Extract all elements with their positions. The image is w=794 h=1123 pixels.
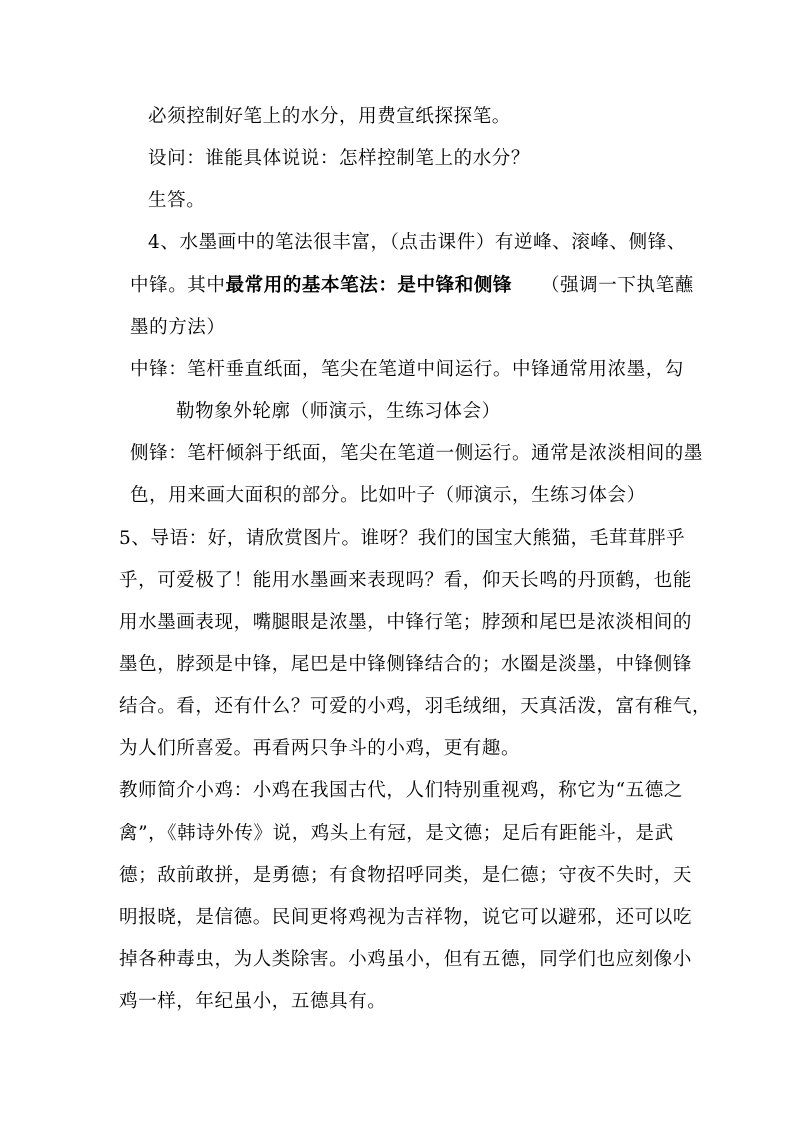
- text-line: 5、导语：好，请欣赏图片。谁呀？我们的国宝大熊猫，毛茸茸胖乎: [119, 528, 686, 549]
- text-line: 色，用来画大面积的部分。比如叶子（师演示，生练习体会）: [130, 485, 646, 506]
- text-line: 用水墨画表现，嘴腿眼是浓墨，中锋行笔；脖颈和尾巴是浓淡相间的: [119, 612, 693, 633]
- text-line: 设问：谁能具体说说：怎样控制笔上的水分？: [148, 148, 531, 169]
- text-line: 结合。看，还有什么？可爱的小鸡，羽毛绒细，天真活泼，富有稚气，: [119, 696, 712, 717]
- text-line: 中锋：笔杆垂直纸面，笔尖在笔道中间运行。中锋通常用浓墨，勾: [130, 359, 684, 380]
- text-line: 禽”，《韩诗外传》说，鸡头上有冠，是文德；足后有距能斗，是武: [119, 823, 674, 844]
- text-line: 勒物象外轮廓（师演示，生练习体会）: [176, 401, 501, 422]
- text-line: 掉各种毒虫，为人类除害。小鸡虽小，但有五德，同学们也应刻像小: [119, 949, 693, 970]
- text-line: 教师简介小鸡：小鸡在我国古代，人们特别重视鸡，称它为“五德之: [119, 780, 683, 801]
- text-line: 墨色，脖颈是中锋，尾巴是中锋侧锋结合的；水圈是淡墨，中锋侧锋: [119, 654, 693, 675]
- text-line: 侧锋：笔杆倾斜于纸面，笔尖在笔道一侧运行。通常是浓淡相间的墨: [130, 443, 704, 464]
- text-line-mixed: [130, 273, 694, 299]
- text-line: 生答。: [148, 190, 206, 211]
- text-run: 中锋。其中: [130, 275, 226, 296]
- bold-text-run: 最常用的基本笔法：是中锋和侧锋: [225, 275, 513, 296]
- text-line: 必须控制好笔上的水分，用费宣纸探探笔。: [148, 106, 511, 127]
- text-line: 鸡一样，年纪虽小，五德具有。: [119, 991, 387, 1012]
- text-line: 德；敌前敢拼，是勇德；有食物招呼同类，是仁德；守夜不失时，天: [119, 865, 693, 886]
- text-line: 4、水墨画中的笔法很丰富，（点击课件）有逆峰、滚峰、侧锋、: [148, 232, 686, 253]
- text-line: 为人们所喜爱。再看两只争斗的小鸡，更有趣。: [119, 738, 521, 759]
- text-line: 乎，可爱极了！能用水墨画来表现吗？看，仰天长鸣的丹顶鹤，也能: [119, 570, 693, 591]
- text-line: 墨的方法）: [130, 317, 226, 338]
- text-line: 明报晓，是信德。民间更将鸡视为吉祥物，说它可以避邪，还可以吃: [119, 907, 693, 928]
- text-run: （强调一下执笔蘸: [512, 275, 694, 296]
